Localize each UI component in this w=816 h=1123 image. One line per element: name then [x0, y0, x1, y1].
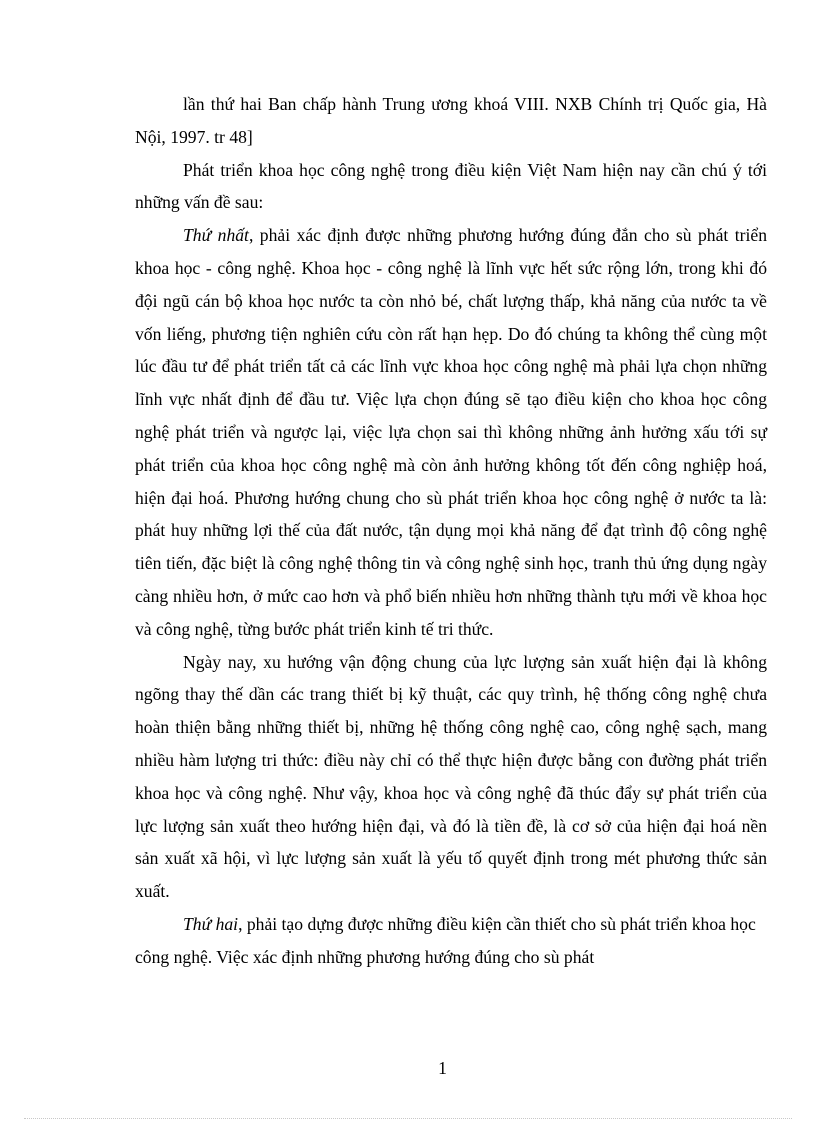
page-number: 1: [438, 1058, 447, 1078]
paragraph-text: Ngày nay, xu hướng vận động chung của lực lượng sản xuất hiện đại là không ngõng thay thế dần các trang thiết bị kỹ thuật, các quy trình, hệ thống công nghệ chưa hoàn thiện bằng những thiết bị, những hệ thống công nghệ cao, công nghệ sạch, mang nhiều hàm lượng tri thức: điều này chỉ có thể thực hiện được bằng con đường phát triển khoa học và công nghệ. Như vậy, khoa học và công nghệ đã thúc đẩy sự phát triển của lực lượng sản xuất theo hướng hiện đại, và đó là tiền đề, là cơ sở của hiện đại hoá nền sản xuất xã hội, vì lực lượng sản xuất là yếu tố quyết định trong mét phương thức sản xuất.: [135, 651, 767, 902]
paragraph-lead: Thứ nhất: [183, 225, 249, 246]
page-body: [135, 88, 767, 974]
paragraph-text: Phát triển khoa học công nghệ trong điều kiện Việt Nam hiện nay cần chú ý tới những vấn đề sau:: [135, 159, 767, 213]
paragraph-second-point: [135, 908, 767, 974]
paragraph-text: , phải xác định được những phương hướng đúng đắn cho sù phát triển khoa học - công nghệ. Khoa học - công nghệ là lĩnh vực hết sức rộng lớn, trong khi đó đội ngũ cán bộ khoa học nước ta còn nhỏ bé, chất lượng thấp, khả năng của nước ta về vốn liếng, phương tiện nghiên cứu còn rất hạn hẹp. Do đó chúng ta không thể cùng một lúc đầu tư để phát triển tất cả các lĩnh vực khoa học công nghệ mà phải lựa chọn những lĩnh vực nhất định để đầu tư. Việc lựa chọn đúng sẽ tạo điều kiện cho khoa học công nghệ phát triển và ngược lại, việc lựa chọn sai thì không những ảnh hưởng xấu tới sự phát triển của khoa học công nghệ mà còn ảnh hưởng không tốt đến công nghiệp hoá, hiện đại hoá. Phương hướng chung cho sù phát triển khoa học công nghệ ở nước ta là: phát huy những lợi thế của đất nước, tận dụng mọi khả năng để đạt trình độ công nghệ tiên tiến, đặc biệt là công nghệ thông tin và công nghệ sinh học, tranh thủ ứng dụng ngày càng nhiều hơn, ở mức cao hơn và phổ biến nhiều hơn những thành tựu mới về khoa học và công nghệ, từng bước phát triển kinh tế tri thức.: [135, 225, 768, 639]
paragraph-text: lần thứ hai Ban chấp hành Trung ương khoá VIII. NXB Chính trị Quốc gia, Hà Nội, 1997. tr 48]: [135, 94, 767, 147]
paragraph-intro: [135, 154, 767, 220]
paragraph-lead: Thứ hai: [183, 913, 239, 934]
page-bottom-divider: [24, 1118, 792, 1119]
paragraph-first-point: [135, 219, 767, 645]
paragraph-text: , phải tạo dựng được những điều kiện cần thiết cho sù phát triển khoa học công nghệ. Việc xác định những phương hướng đúng cho sù phát: [135, 913, 756, 967]
paragraph-citation-continuation: [135, 88, 767, 154]
paragraph-productive-forces: [135, 646, 767, 908]
